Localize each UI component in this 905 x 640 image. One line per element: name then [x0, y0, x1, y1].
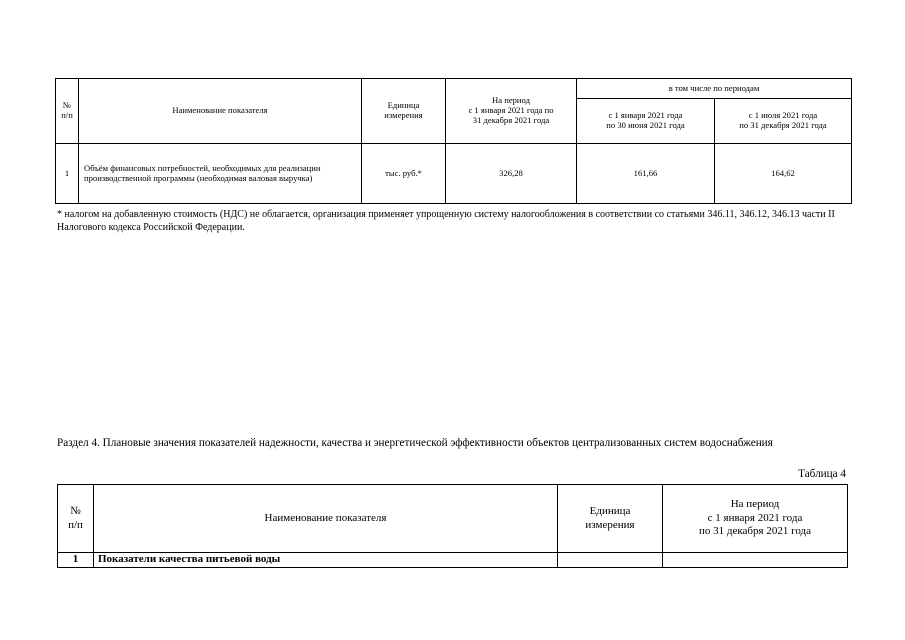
- cell-subperiod-1: 161,66: [577, 144, 715, 204]
- header-subperiods: в том числе по периодам: [577, 79, 852, 99]
- cell-period: 326,28: [446, 144, 577, 204]
- header-unit: Единица измерения: [558, 485, 663, 553]
- section-4-title: Раздел 4. Плановые значения показателей надежности, качества и энергетической эффективности объектов централизованных систем водоснабжения: [57, 437, 773, 449]
- cell-name: Объём финансовых потребностей, необходимых для реализации производственной программы (необходимая валовая выручка): [79, 144, 362, 204]
- quality-indicators-table: [57, 484, 848, 568]
- cell-unit: [558, 553, 663, 568]
- header-num: № п/п: [56, 79, 79, 144]
- header-name: Наименование показателя: [94, 485, 558, 553]
- table-row: [58, 553, 848, 568]
- cell-subperiod-2: 164,62: [715, 144, 852, 204]
- cell-unit: тыс. руб.*: [362, 144, 446, 204]
- cell-num: 1: [58, 553, 94, 568]
- vat-footnote: * налогом на добавленную стоимость (НДС) не облагается, организация применяет упрощенную систему налогообложения в соответствии со статьями 346.11, 346.12, 346.13 части II Налогового кодекса Российской Федерации.: [57, 209, 835, 233]
- cell-period: [663, 553, 848, 568]
- financial-needs-table: [55, 78, 852, 204]
- header-num: № п/п: [58, 485, 94, 553]
- table-caption: Таблица 4: [798, 468, 846, 480]
- header-name: Наименование показателя: [79, 79, 362, 144]
- cell-name: Показатели качества питьевой воды: [94, 553, 558, 568]
- header-unit: Единица измерения: [362, 79, 446, 144]
- cell-num: 1: [56, 144, 79, 204]
- table-row: [56, 144, 852, 204]
- header-period: На период с 1 января 2021 года по 31 декабря 2021 года: [446, 79, 577, 144]
- header-subperiod-1: с 1 января 2021 года по 30 июня 2021 года: [577, 99, 715, 144]
- header-subperiod-2: с 1 июля 2021 года по 31 декабря 2021 года: [715, 99, 852, 144]
- header-period: На период с 1 января 2021 года по 31 декабря 2021 года: [663, 485, 848, 553]
